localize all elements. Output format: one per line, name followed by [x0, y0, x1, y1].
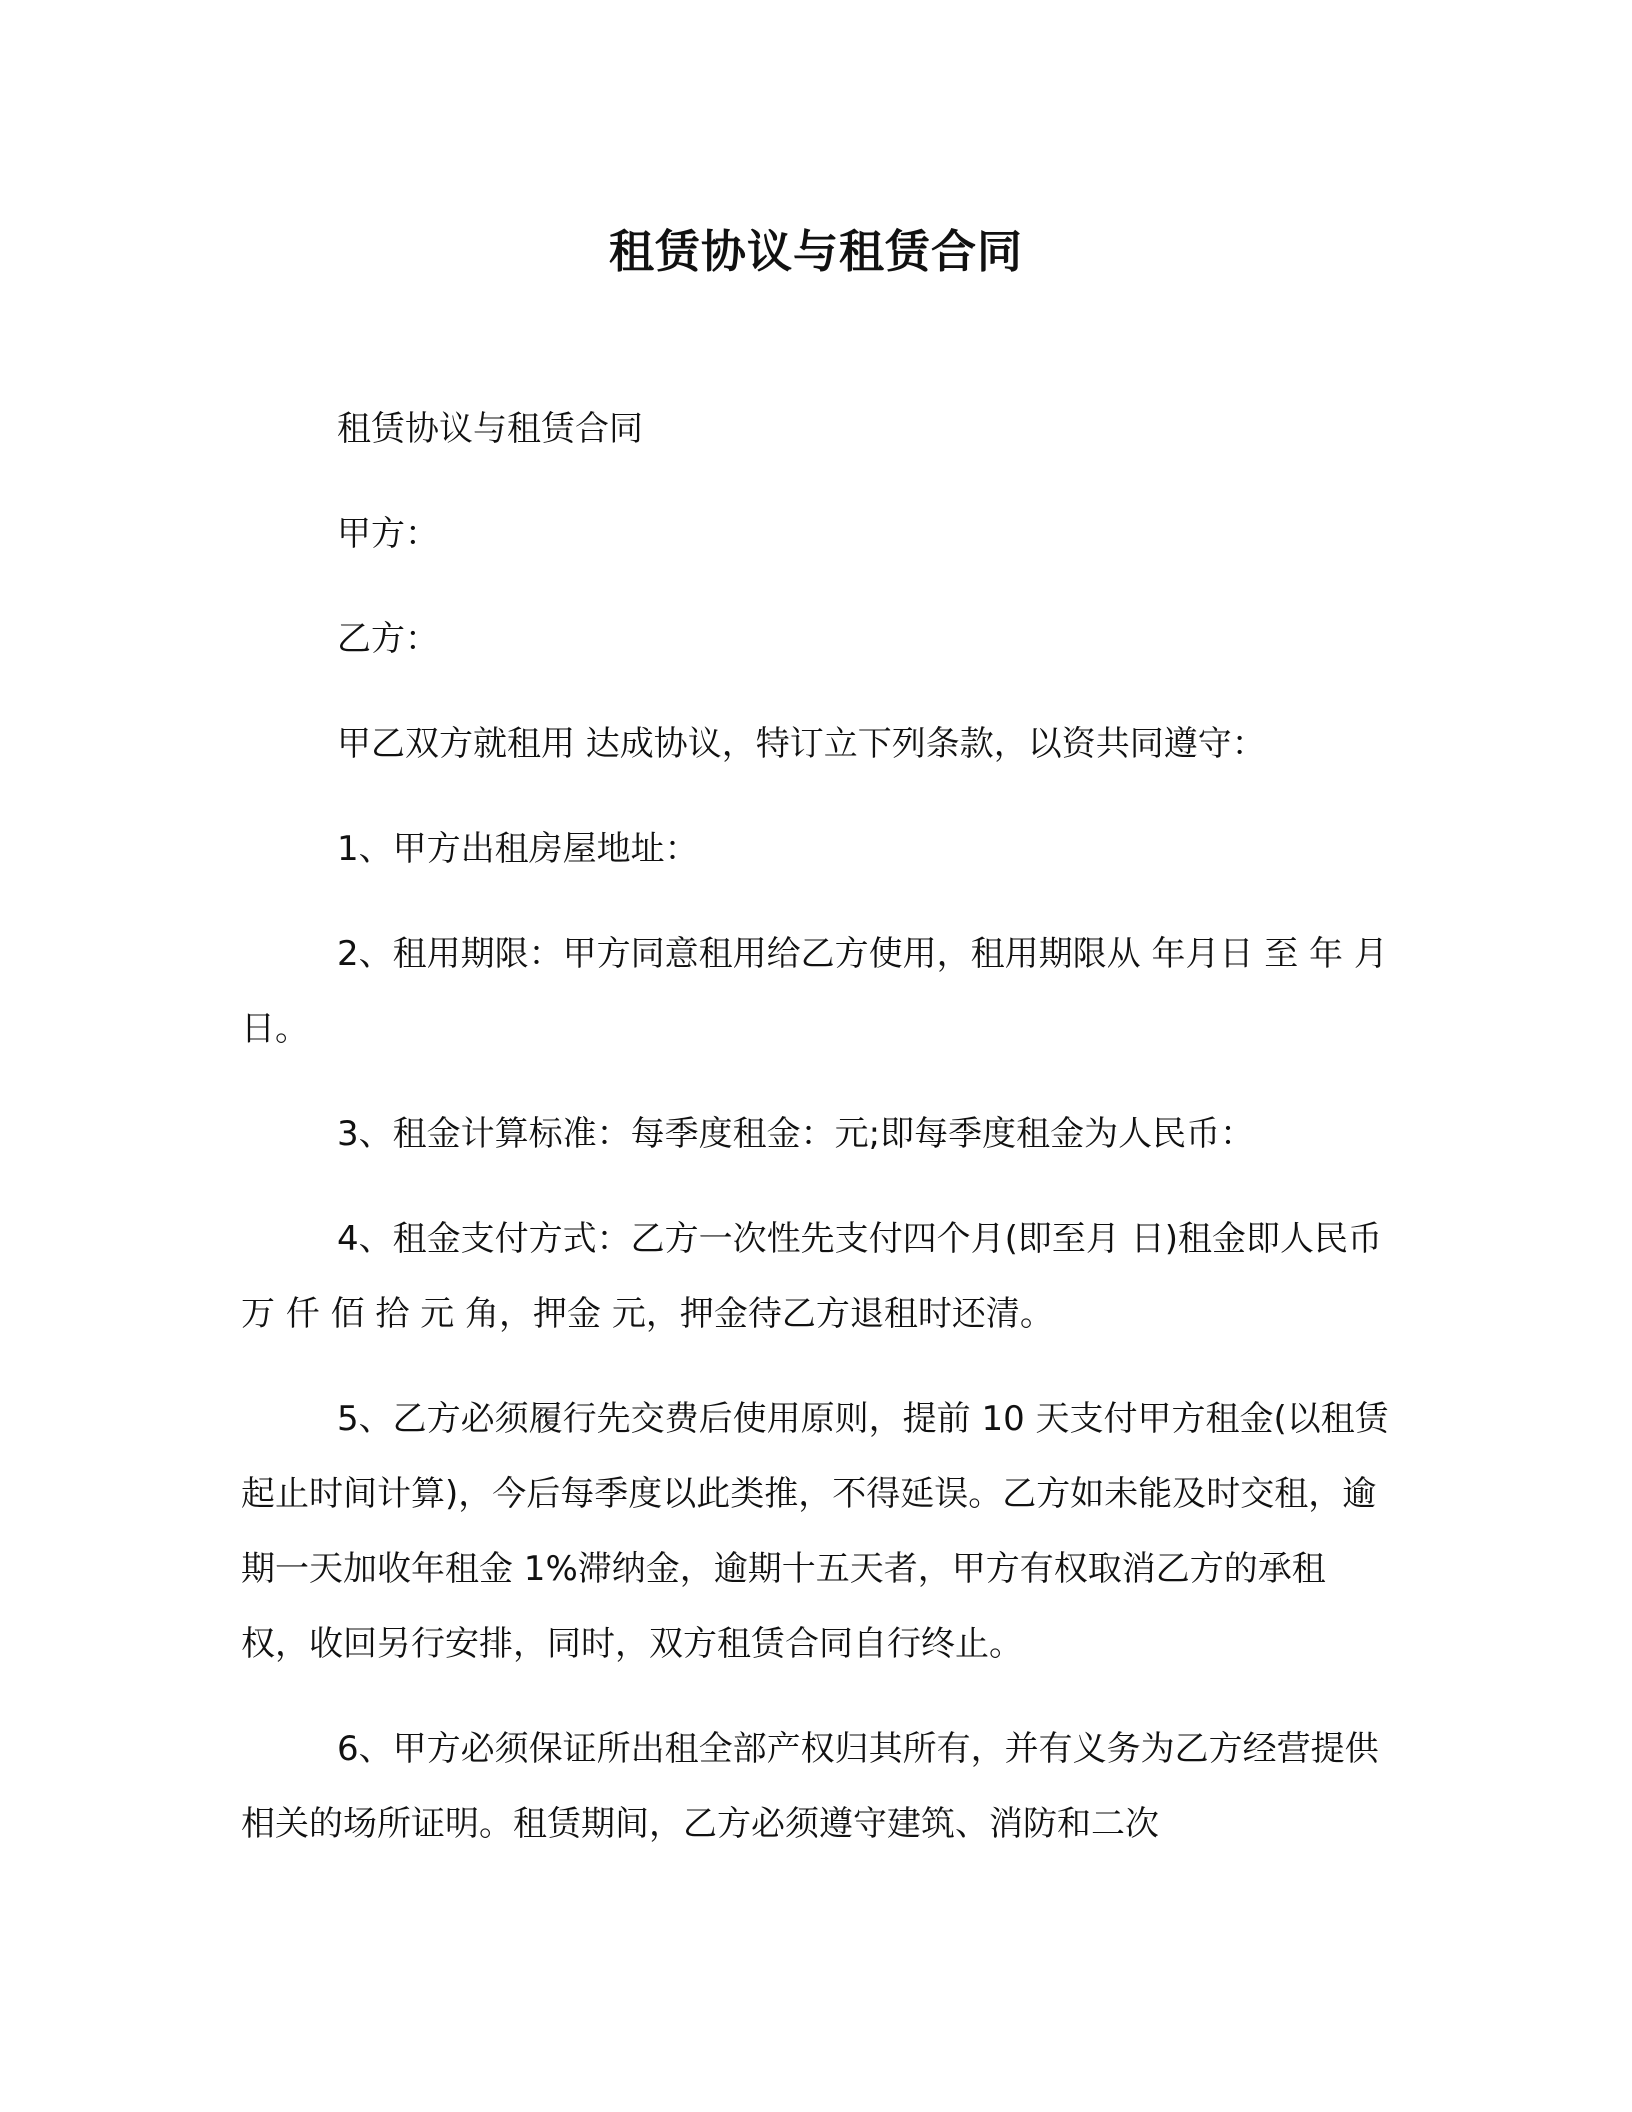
- document-title: 租赁协议与租赁合同: [608, 225, 1023, 278]
- document-body: [241, 392, 1391, 1892]
- paragraph-party-b: 乙方：: [337, 619, 439, 659]
- clause-4: 4、租金支付方式：乙方一次性先支付四个月(即至月 日)租金即人民币 万 仟 佰 拾 元 角，押金 元，押金待乙方退租时还清。: [241, 1219, 1382, 1334]
- clause-2: 2、租用期限：甲方同意租用给乙方使用，租用期限从 年月日 至 年 月 日。: [241, 934, 1388, 1049]
- clause-1: 1、甲方出租房屋地址：: [337, 829, 699, 869]
- clause-6: 6、甲方必须保证所出租全部产权归其所有，并有义务为乙方经营提供相关的场所证明。租赁期间，乙方必须遵守建筑、消防和二次: [241, 1729, 1379, 1844]
- paragraph-party-a: 甲方：: [337, 514, 439, 554]
- clause-5: 5、乙方必须履行先交费后使用原则，提前 10 天支付甲方租金(以租赁起止时间计算)，今后每季度以此类推，不得延误。乙方如未能及时交租，逾期一天加收年租金 1%滞纳金，逾期十五天者，甲方有权取消乙方的承租权，收回另行安排，同时，双方租赁合同自行终止。: [241, 1399, 1389, 1664]
- clause-3: 3、租金计算标准：每季度租金：元;即每季度租金为人民币：: [337, 1114, 1255, 1154]
- paragraph-heading: 租赁协议与租赁合同: [337, 409, 643, 449]
- paragraph-preamble: 甲乙双方就租用 达成协议，特订立下列条款，以资共同遵守：: [337, 724, 1266, 764]
